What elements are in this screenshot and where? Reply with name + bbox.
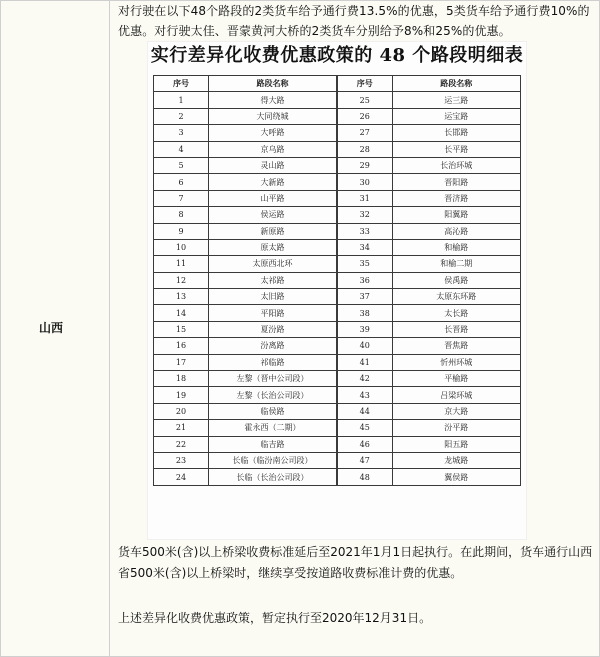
row-number: 31 [337, 190, 392, 206]
row-number: 46 [337, 436, 392, 452]
road-name: 长临（长治公司段） [209, 469, 337, 485]
row-number: 11 [154, 256, 209, 272]
road-name: 灵山路 [209, 157, 337, 173]
row-number: 33 [337, 223, 392, 239]
header-no-2: 序号 [337, 76, 392, 92]
road-name: 晋阳路 [392, 174, 520, 190]
road-section-table [153, 75, 521, 486]
row-number: 7 [154, 190, 209, 206]
row-number: 28 [337, 141, 392, 157]
road-name: 晋焦路 [392, 338, 520, 354]
table-row [154, 420, 521, 436]
road-name: 吕梁环城 [392, 387, 520, 403]
row-number: 48 [337, 469, 392, 485]
row-number: 45 [337, 420, 392, 436]
road-name: 侯运路 [209, 207, 337, 223]
road-name: 汾平路 [392, 420, 520, 436]
road-name: 太长路 [392, 305, 520, 321]
row-number: 44 [337, 403, 392, 419]
table-row [154, 174, 521, 190]
table-title: 实行差异化收费优惠政策的 48 个路段明细表 [150, 45, 524, 66]
row-number: 32 [337, 207, 392, 223]
row-number: 19 [154, 387, 209, 403]
row-number: 24 [154, 469, 209, 485]
row-number: 18 [154, 371, 209, 387]
table-row [154, 452, 521, 468]
road-name: 山平路 [209, 190, 337, 206]
road-name: 霍永西（二期） [209, 420, 337, 436]
row-number: 22 [154, 436, 209, 452]
row-number: 1 [154, 92, 209, 108]
road-name: 平阳路 [209, 305, 337, 321]
row-number: 4 [154, 141, 209, 157]
row-number: 6 [154, 174, 209, 190]
row-number: 29 [337, 157, 392, 173]
road-name: 长临（临汾南公司段） [209, 452, 337, 468]
table-row [154, 354, 521, 370]
row-number: 17 [154, 354, 209, 370]
row-number: 14 [154, 305, 209, 321]
road-name: 得大路 [209, 92, 337, 108]
row-number: 3 [154, 125, 209, 141]
row-number: 21 [154, 420, 209, 436]
header-name: 路段名称 [209, 76, 337, 92]
row-number: 2 [154, 108, 209, 124]
road-name: 夏汾路 [209, 321, 337, 337]
row-number: 42 [337, 371, 392, 387]
row-number: 41 [337, 354, 392, 370]
row-number: 35 [337, 256, 392, 272]
road-name: 京大路 [392, 403, 520, 419]
table-row [154, 108, 521, 124]
table-row [154, 125, 521, 141]
road-name: 忻州环城 [392, 354, 520, 370]
table-row [154, 207, 521, 223]
header-name-2: 路段名称 [392, 76, 520, 92]
row-number: 8 [154, 207, 209, 223]
road-name: 长晋路 [392, 321, 520, 337]
table-row [154, 436, 521, 452]
table-row [154, 256, 521, 272]
table-row [154, 92, 521, 108]
row-number: 40 [337, 338, 392, 354]
row-number: 26 [337, 108, 392, 124]
road-name: 运宝路 [392, 108, 520, 124]
table-row [154, 223, 521, 239]
table-row [154, 371, 521, 387]
road-name: 左黎（晋中公司段） [209, 371, 337, 387]
bridge-note: 货车500米(含)以上桥梁收费标准延后至2021年1月1日起执行。在此期间，货车通行山西省500米(含)以上桥梁时，继续享受按道路收费标准计费的优惠。 [118, 545, 593, 580]
table-row [154, 387, 521, 403]
table-row [154, 239, 521, 255]
road-name: 长治环城 [392, 157, 520, 173]
end-note: 上述差异化收费优惠政策，暂定执行至2020年12月31日。 [118, 611, 432, 625]
road-name: 和榆二期 [392, 256, 520, 272]
table-row [154, 403, 521, 419]
table-row [154, 190, 521, 206]
row-number: 30 [337, 174, 392, 190]
table-row [154, 289, 521, 305]
column-divider [109, 1, 110, 656]
road-name: 太原西北环 [209, 256, 337, 272]
table-header-row [154, 76, 521, 92]
table-row [154, 157, 521, 173]
row-number: 34 [337, 239, 392, 255]
region-label: 山西 [39, 321, 64, 335]
road-name: 大呼路 [209, 125, 337, 141]
road-name: 侯禹路 [392, 272, 520, 288]
road-name: 长平路 [392, 141, 520, 157]
road-name: 汾离路 [209, 338, 337, 354]
road-name: 京乌路 [209, 141, 337, 157]
table-row [154, 141, 521, 157]
row-number: 16 [154, 338, 209, 354]
table-row [154, 305, 521, 321]
road-name: 大同绕城 [209, 108, 337, 124]
road-name: 阳五路 [392, 436, 520, 452]
header-no: 序号 [154, 76, 209, 92]
row-number: 5 [154, 157, 209, 173]
scanned-table-image [148, 42, 526, 539]
road-name: 太旧路 [209, 289, 337, 305]
table-row [154, 321, 521, 337]
road-name: 晋济路 [392, 190, 520, 206]
road-name: 长邯路 [392, 125, 520, 141]
road-name: 太原东环路 [392, 289, 520, 305]
row-number: 10 [154, 239, 209, 255]
row-number: 25 [337, 92, 392, 108]
road-name: 临侯路 [209, 403, 337, 419]
row-number: 23 [154, 452, 209, 468]
row-number: 13 [154, 289, 209, 305]
road-name: 和榆路 [392, 239, 520, 255]
road-name: 太祁路 [209, 272, 337, 288]
row-number: 43 [337, 387, 392, 403]
row-number: 39 [337, 321, 392, 337]
road-name: 翼侯路 [392, 469, 520, 485]
row-number: 37 [337, 289, 392, 305]
table-row [154, 469, 521, 485]
row-number: 36 [337, 272, 392, 288]
row-number: 27 [337, 125, 392, 141]
road-name: 运三路 [392, 92, 520, 108]
road-name: 临吉路 [209, 436, 337, 452]
road-name: 左黎（长治公司段） [209, 387, 337, 403]
row-number: 20 [154, 403, 209, 419]
row-number: 9 [154, 223, 209, 239]
road-name: 祁临路 [209, 354, 337, 370]
road-name: 阳翼路 [392, 207, 520, 223]
table-row [154, 338, 521, 354]
table-row [154, 272, 521, 288]
road-name: 新原路 [209, 223, 337, 239]
row-number: 47 [337, 452, 392, 468]
road-name: 高沁路 [392, 223, 520, 239]
row-number: 12 [154, 272, 209, 288]
road-name: 原太路 [209, 239, 337, 255]
road-name: 平榆路 [392, 371, 520, 387]
row-number: 38 [337, 305, 392, 321]
intro-paragraph: 对行驶在以下48个路段的2类货车给予通行费13.5%的优惠，5类货车给予通行费10%的优惠。对行驶太佳、晋蒙黄河大桥的2类货车分别给予8%和25%的优惠。 [118, 4, 590, 38]
road-name: 大新路 [209, 174, 337, 190]
row-number: 15 [154, 321, 209, 337]
road-name: 龙城路 [392, 452, 520, 468]
